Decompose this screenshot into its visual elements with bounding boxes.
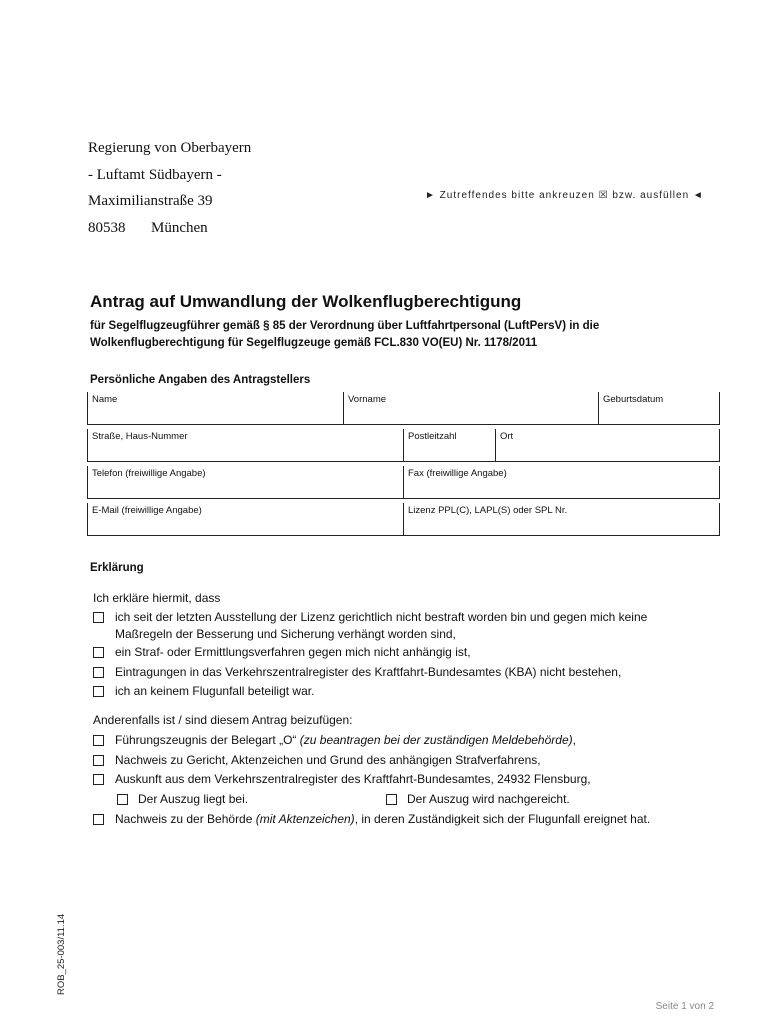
extract-enclosed-checkbox[interactable] (117, 794, 128, 805)
plz-label: Postleitzahl (408, 431, 457, 442)
vorname-label: Vorname (348, 394, 387, 405)
email-field[interactable] (87, 503, 403, 536)
declaration-item-1-line-2: Maßregeln der Besserung und Sicherung verhängt worden sind, (115, 627, 456, 641)
strasse-field[interactable] (87, 429, 403, 462)
attachment-item-1-end: , (572, 733, 576, 747)
fax-field[interactable] (403, 466, 720, 499)
declaration-item-3: Eintragungen in das Verkehrszentralregister des Kraftfahrt-Bundesamtes (KBA) nicht bestehen, (115, 665, 622, 679)
attachment-item-2: Nachweis zu Gericht, Aktenzeichen und Grund des anhängigen Strafverfahrens, (115, 753, 541, 767)
name-field[interactable] (87, 392, 343, 425)
declaration-item-2: ein Straf- oder Ermittlungsverfahren gegen mich nicht anhängig ist, (115, 645, 471, 659)
declaration-item-4: ich an keinem Flugunfall beteiligt war. (115, 684, 315, 698)
declaration-heading: Erklärung (90, 562, 144, 574)
fax-label: Fax (freiwillige Angabe) (408, 468, 507, 479)
attachment-checkbox-4[interactable] (93, 814, 104, 825)
recipient-postcode: 80538 (88, 220, 126, 236)
recipient-city: München (151, 220, 208, 236)
personal-data-heading: Persönliche Angaben des Antragstellers (90, 374, 311, 386)
attachment-checkbox-2[interactable] (93, 755, 104, 766)
attachment-item-4 (115, 812, 650, 826)
attachment-item-4-note: (mit Aktenzeichen) (255, 812, 355, 826)
declaration-checkbox-1[interactable] (93, 612, 104, 623)
plz-field[interactable] (403, 429, 495, 462)
attachment-item-4-text: Nachweis zu der Behörde (115, 812, 256, 826)
attachments-intro: Anderenfalls ist / sind diesem Antrag beizufügen: (93, 713, 353, 727)
extract-later-label: Der Auszug wird nachgereicht. (407, 792, 570, 806)
fill-hint: ► Zutreffendes bitte ankreuzen ☒ bzw. ausfüllen ◄ (425, 190, 704, 201)
lizenz-label: Lizenz PPL(C), LAPL(S) oder SPL Nr. (408, 505, 568, 516)
recipient-street: Maximilianstraße 39 (88, 193, 213, 209)
attachment-item-1-note: (zu beantragen bei der zuständigen Meldebehörde) (299, 733, 573, 747)
vorname-field[interactable] (343, 392, 598, 425)
lizenz-field[interactable] (403, 503, 720, 536)
strasse-label: Straße, Haus-Nummer (92, 431, 188, 442)
geburtsdatum-label: Geburtsdatum (603, 394, 664, 405)
telefon-label: Telefon (freiwillige Angabe) (92, 468, 206, 479)
attachment-item-4-end: , in deren Zuständigkeit sich der Flugunfall ereignet hat. (354, 812, 651, 826)
attachment-item-1-text: Führungszeugnis der Belegart „O“ (115, 733, 300, 747)
attachment-checkbox-3[interactable] (93, 774, 104, 785)
telefon-field[interactable] (87, 466, 403, 499)
attachment-checkbox-1[interactable] (93, 735, 104, 746)
declaration-item-1-line-1: ich seit der letzten Ausstellung der Lizenz gerichtlich nicht bestraft worden bin und gegen mich keine (115, 610, 648, 624)
declaration-checkbox-4[interactable] (93, 686, 104, 697)
form-subtitle: für Segelflugzeugführer gemäß § 85 der Verordnung über Luftfahrtpersonal (LuftPersV) in die Wolkenflugberechtigung für Segelflugzeuge gemäß FCL.830 VO(EU) Nr. 1178/2011 (90, 320, 600, 349)
attachment-item-3: Auskunft aus dem Verkehrszentralregister des Kraftfahrt-Bundesamtes, 24932 Flensburg, (115, 772, 591, 786)
name-label: Name (92, 394, 118, 405)
declaration-checkbox-3[interactable] (93, 667, 104, 678)
declaration-checkbox-2[interactable] (93, 647, 104, 658)
recipient-authority: Regierung von Oberbayern (88, 140, 252, 156)
extract-later-checkbox[interactable] (386, 794, 397, 805)
ort-label: Ort (500, 431, 514, 442)
ort-field[interactable] (495, 429, 720, 462)
form-code: ROB_25-003/11.14 (56, 913, 67, 995)
declaration-intro: Ich erkläre hiermit, dass (93, 591, 221, 605)
page-number: Seite 1 von 2 (655, 1001, 714, 1012)
attachment-item-1 (115, 733, 576, 747)
extract-enclosed-label: Der Auszug liegt bei. (138, 792, 249, 806)
form-title: Antrag auf Umwandlung der Wolkenflugberechtigung (90, 292, 522, 311)
geburtsdatum-field[interactable] (598, 392, 720, 425)
email-label: E-Mail (freiwillige Angabe) (92, 505, 202, 516)
recipient-department: - Luftamt Südbayern - (88, 167, 222, 183)
